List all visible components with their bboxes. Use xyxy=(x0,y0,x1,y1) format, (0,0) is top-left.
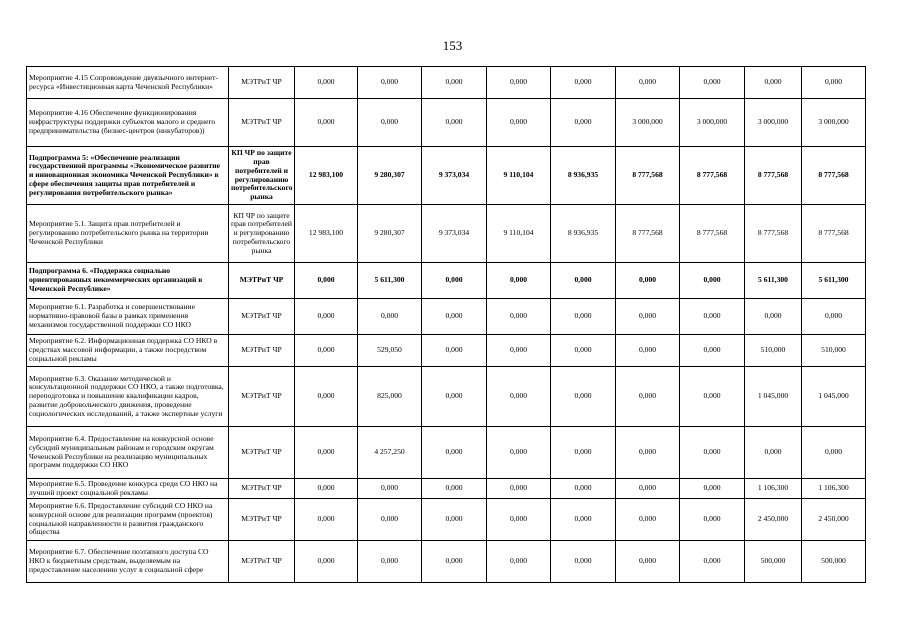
executor-cell: МЭТРиТ ЧР xyxy=(229,67,295,99)
amount-cell: 0,000 xyxy=(802,67,866,99)
amount-cell: 0,000 xyxy=(551,299,616,335)
amount-cell: 500,000 xyxy=(802,541,866,583)
amount-cell: 0,000 xyxy=(616,427,680,479)
executor-cell: МЭТРиТ ЧР xyxy=(229,499,295,541)
amount-cell: 0,000 xyxy=(295,479,358,499)
executor-cell: МЭТРиТ ЧР xyxy=(229,263,295,299)
amount-cell: 0,000 xyxy=(358,299,422,335)
amount-cell: 510,000 xyxy=(802,335,866,367)
amount-cell: 0,000 xyxy=(422,367,487,427)
amount-cell: 1 106,300 xyxy=(802,479,866,499)
amount-cell: 0,000 xyxy=(551,499,616,541)
amount-cell: 0,000 xyxy=(616,299,680,335)
executor-cell: МЭТРиТ ЧР xyxy=(229,427,295,479)
activity-name-cell: Мероприятие 6.3. Оказание методической и консультационной поддержки СО НКО, а также подготовка, переподготовка и повышение квалификации кадров, развитие добровольческого движения, проведение социологических исследований, а также экспертные услуги xyxy=(27,367,229,427)
amount-cell: 8 936,935 xyxy=(551,147,616,205)
executor-cell: МЭТРиТ ЧР xyxy=(229,335,295,367)
amount-cell: 0,000 xyxy=(616,499,680,541)
activity-name-cell: Мероприятие 6.2. Информационная поддержка СО НКО в средствах массовой информации, а также посредством социальной рекламы xyxy=(27,335,229,367)
amount-cell: 0,000 xyxy=(422,335,487,367)
amount-cell: 0,000 xyxy=(616,367,680,427)
amount-cell: 0,000 xyxy=(616,479,680,499)
amount-cell: 0,000 xyxy=(551,99,616,147)
amount-cell: 0,000 xyxy=(487,67,551,99)
amount-cell: 0,000 xyxy=(358,479,422,499)
amount-cell: 825,000 xyxy=(358,367,422,427)
activity-name-cell: Мероприятие 4.15 Сопровождение двуязычного интернет-ресурса «Инвестиционная карта Чеченской Республики» xyxy=(27,67,229,99)
table-row xyxy=(27,499,866,541)
activity-name-cell: Мероприятие 6.5. Проведение конкурса среди СО НКО на лучший проект социальной рекламы xyxy=(27,479,229,499)
amount-cell: 0,000 xyxy=(295,499,358,541)
amount-cell: 0,000 xyxy=(358,99,422,147)
amount-cell: 0,000 xyxy=(680,263,745,299)
amount-cell: 12 983,100 xyxy=(295,205,358,263)
amount-cell: 0,000 xyxy=(680,299,745,335)
activity-name-cell: Мероприятие 4.16 Обеспечение функционирования инфраструктуры поддержки субъектов малого и среднего предпринимательства (бизнес-центров (инкубаторов)) xyxy=(27,99,229,147)
amount-cell: 8 777,568 xyxy=(680,147,745,205)
amount-cell: 0,000 xyxy=(616,67,680,99)
executor-cell: КП ЧР по защите прав потребителей и регулированию потребительского рынка xyxy=(229,205,295,263)
amount-cell: 5 611,300 xyxy=(358,263,422,299)
amount-cell: 0,000 xyxy=(616,263,680,299)
amount-cell: 0,000 xyxy=(680,427,745,479)
amount-cell: 0,000 xyxy=(487,479,551,499)
amount-cell: 0,000 xyxy=(487,499,551,541)
table-body xyxy=(27,67,866,583)
activity-name-cell: Мероприятие 6.7. Обеспечение поэтапного доступа СО НКО к бюджетным средствам, выделяемым на предоставление населению услуг в социальной сфере xyxy=(27,541,229,583)
amount-cell: 0,000 xyxy=(680,541,745,583)
table-row xyxy=(27,67,866,99)
activity-name-cell: Подпрограмма 6. «Поддержка социально ориентированных некоммерческих организаций в Чеченской Республике» xyxy=(27,263,229,299)
amount-cell: 0,000 xyxy=(551,263,616,299)
table-row xyxy=(27,263,866,299)
amount-cell: 0,000 xyxy=(616,541,680,583)
amount-cell: 0,000 xyxy=(802,427,866,479)
amount-cell: 3 000,000 xyxy=(802,99,866,147)
amount-cell: 0,000 xyxy=(680,479,745,499)
amount-cell: 0,000 xyxy=(680,367,745,427)
amount-cell: 3 000,000 xyxy=(680,99,745,147)
budget-table xyxy=(26,66,866,583)
amount-cell: 9 110,104 xyxy=(487,147,551,205)
amount-cell: 9 373,034 xyxy=(422,147,487,205)
amount-cell: 8 777,568 xyxy=(616,205,680,263)
activity-name-cell: Мероприятие 5.1. Защита прав потребителей и регулированию потребительского рынка на территории Чеченской Республики xyxy=(27,205,229,263)
amount-cell: 0,000 xyxy=(487,335,551,367)
amount-cell: 0,000 xyxy=(358,541,422,583)
amount-cell: 9 280,307 xyxy=(358,205,422,263)
amount-cell: 0,000 xyxy=(745,427,802,479)
table-row xyxy=(27,299,866,335)
table-row xyxy=(27,335,866,367)
amount-cell: 0,000 xyxy=(487,263,551,299)
amount-cell: 0,000 xyxy=(295,67,358,99)
amount-cell: 0,000 xyxy=(680,67,745,99)
activity-name-cell: Мероприятие 6.4. Предоставление на конкурсной основе субсидий муниципальным районам и городским округам Чеченской Республики на реализацию муниципальных программ поддержки СО НКО xyxy=(27,427,229,479)
page-number: 153 xyxy=(442,38,463,53)
amount-cell: 0,000 xyxy=(295,299,358,335)
amount-cell: 0,000 xyxy=(295,367,358,427)
amount-cell: 0,000 xyxy=(802,299,866,335)
activity-name-cell: Подпрограмма 5: «Обеспечение реализации государственной программы «Экономическое развитие и инновационная экономика Чеченской Республики» в сфере обеспечения защиты прав потребителей и регулирования потребительского рынка» xyxy=(27,147,229,205)
amount-cell: 0,000 xyxy=(295,335,358,367)
amount-cell: 0,000 xyxy=(422,541,487,583)
amount-cell: 0,000 xyxy=(487,99,551,147)
amount-cell: 0,000 xyxy=(487,367,551,427)
amount-cell: 3 000,000 xyxy=(616,99,680,147)
amount-cell: 2 450,000 xyxy=(745,499,802,541)
executor-cell: МЭТРиТ ЧР xyxy=(229,367,295,427)
table-row xyxy=(27,205,866,263)
amount-cell: 0,000 xyxy=(422,479,487,499)
amount-cell: 0,000 xyxy=(745,67,802,99)
amount-cell: 1 045,000 xyxy=(802,367,866,427)
amount-cell: 2 450,000 xyxy=(802,499,866,541)
amount-cell: 8 777,568 xyxy=(802,205,866,263)
amount-cell: 0,000 xyxy=(295,99,358,147)
executor-cell: МЭТРиТ ЧР xyxy=(229,541,295,583)
amount-cell: 4 257,250 xyxy=(358,427,422,479)
amount-cell: 5 611,300 xyxy=(745,263,802,299)
amount-cell: 3 000,000 xyxy=(745,99,802,147)
amount-cell: 0,000 xyxy=(422,67,487,99)
amount-cell: 8 936,935 xyxy=(551,205,616,263)
amount-cell: 0,000 xyxy=(745,299,802,335)
amount-cell: 0,000 xyxy=(422,263,487,299)
amount-cell: 0,000 xyxy=(680,499,745,541)
amount-cell: 8 777,568 xyxy=(745,205,802,263)
amount-cell: 0,000 xyxy=(551,541,616,583)
amount-cell: 0,000 xyxy=(551,67,616,99)
amount-cell: 8 777,568 xyxy=(616,147,680,205)
amount-cell: 0,000 xyxy=(551,427,616,479)
amount-cell: 529,050 xyxy=(358,335,422,367)
amount-cell: 0,000 xyxy=(422,499,487,541)
activity-name-cell: Мероприятие 6.6. Предоставление субсидий СО НКО на конкурсной основе для реализации программ (проектов) социальной направленности и развития гражданского общества xyxy=(27,499,229,541)
amount-cell: 8 777,568 xyxy=(745,147,802,205)
amount-cell: 0,000 xyxy=(295,541,358,583)
amount-cell: 0,000 xyxy=(487,427,551,479)
amount-cell: 0,000 xyxy=(616,335,680,367)
amount-cell: 0,000 xyxy=(358,67,422,99)
amount-cell: 0,000 xyxy=(680,335,745,367)
amount-cell: 0,000 xyxy=(551,335,616,367)
amount-cell: 12 983,100 xyxy=(295,147,358,205)
amount-cell: 0,000 xyxy=(295,263,358,299)
amount-cell: 0,000 xyxy=(487,541,551,583)
amount-cell: 1 106,300 xyxy=(745,479,802,499)
table-row xyxy=(27,541,866,583)
amount-cell: 9 280,307 xyxy=(358,147,422,205)
amount-cell: 0,000 xyxy=(551,367,616,427)
amount-cell: 0,000 xyxy=(422,427,487,479)
executor-cell: МЭТРиТ ЧР xyxy=(229,479,295,499)
amount-cell: 8 777,568 xyxy=(802,147,866,205)
amount-cell: 0,000 xyxy=(358,499,422,541)
amount-cell: 0,000 xyxy=(487,299,551,335)
amount-cell: 510,000 xyxy=(745,335,802,367)
amount-cell: 9 373,034 xyxy=(422,205,487,263)
table-row xyxy=(27,367,866,427)
activity-name-cell: Мероприятие 6.1. Разработка и совершенствование нормативно-правовой базы в рамках применения механизмов государственной поддержки СО НКО xyxy=(27,299,229,335)
amount-cell: 0,000 xyxy=(422,299,487,335)
table-row xyxy=(27,427,866,479)
amount-cell: 0,000 xyxy=(295,427,358,479)
amount-cell: 500,000 xyxy=(745,541,802,583)
amount-cell: 8 777,568 xyxy=(680,205,745,263)
amount-cell: 1 045,000 xyxy=(745,367,802,427)
executor-cell: КП ЧР по защите прав потребителей и регулированию потребительского рынка xyxy=(229,147,295,205)
table-row xyxy=(27,479,866,499)
amount-cell: 0,000 xyxy=(422,99,487,147)
amount-cell: 9 110,104 xyxy=(487,205,551,263)
executor-cell: МЭТРиТ ЧР xyxy=(229,99,295,147)
executor-cell: МЭТРиТ ЧР xyxy=(229,299,295,335)
amount-cell: 5 611,300 xyxy=(802,263,866,299)
table-row xyxy=(27,147,866,205)
amount-cell: 0,000 xyxy=(551,479,616,499)
table-row xyxy=(27,99,866,147)
